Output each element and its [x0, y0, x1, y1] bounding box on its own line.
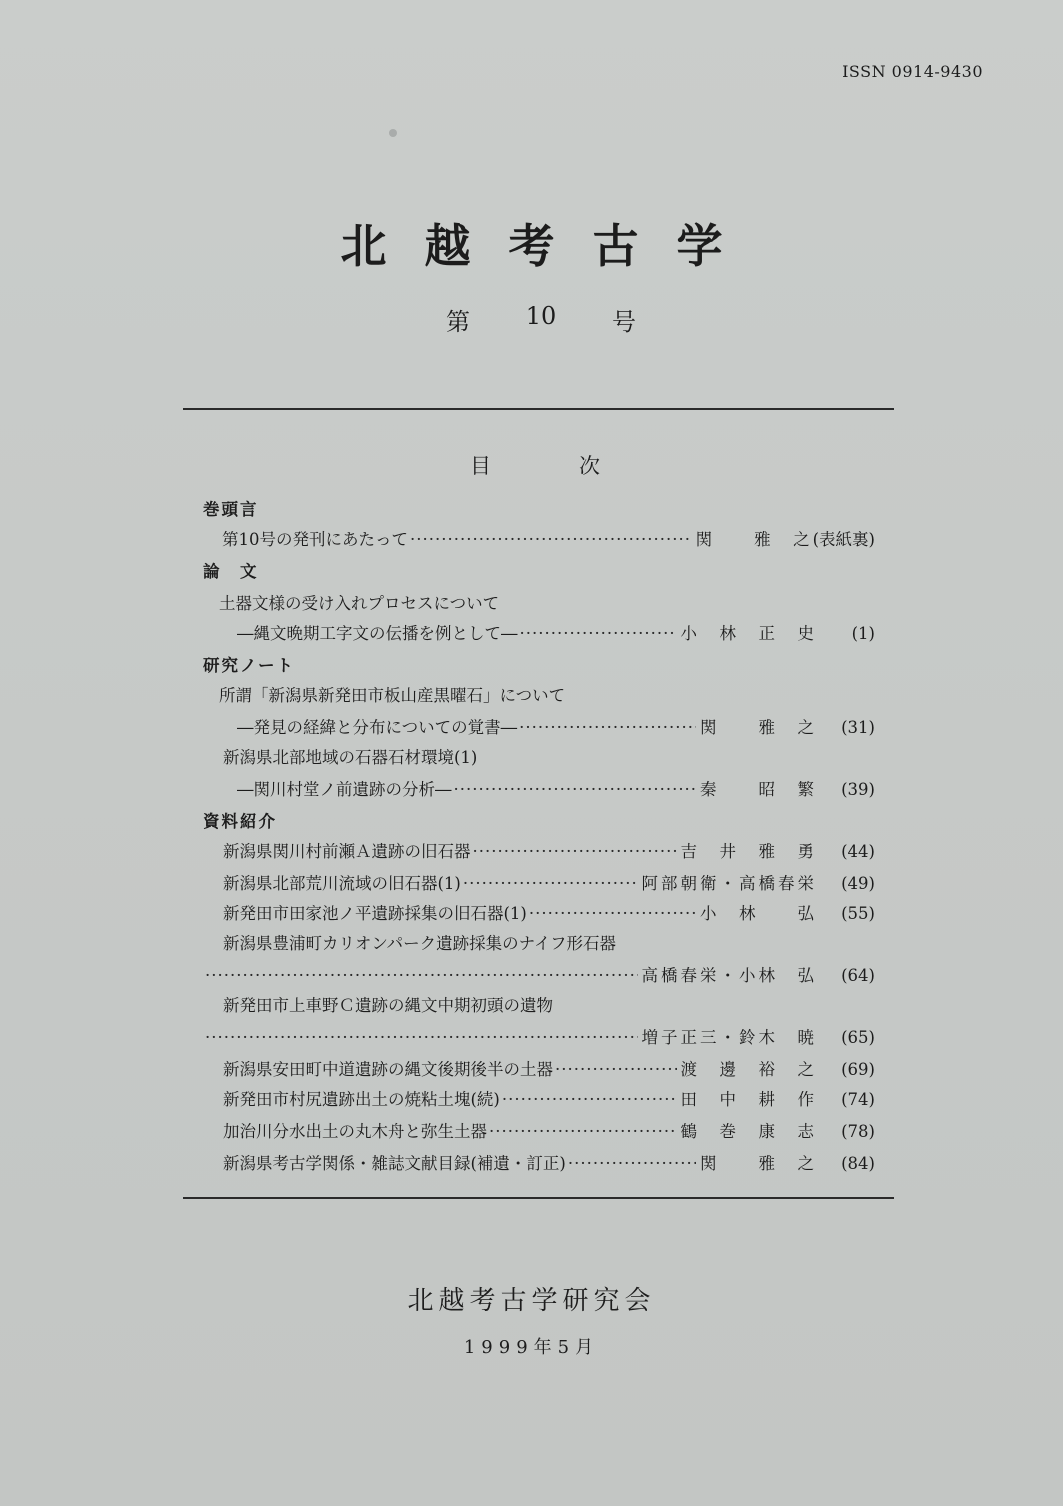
dot-leader	[568, 1154, 696, 1173]
entry-author: 小 林 弘	[700, 904, 817, 923]
entry-title: 新潟県豊浦町カリオンパーク遺跡採集のナイフ形石器	[223, 934, 617, 953]
toc-section-heading: 資料紹介	[203, 812, 277, 831]
entry-page: (49)	[841, 874, 875, 893]
entry-page: (74)	[841, 1090, 875, 1109]
toc-entry	[223, 744, 875, 770]
entry-title: 所謂「新潟県新発田市板山産黒曜石」について	[219, 686, 566, 705]
toc-entry	[223, 1056, 875, 1082]
dot-leader	[502, 1090, 677, 1109]
entry-page: (31)	[841, 718, 875, 737]
entry-page: (44)	[841, 842, 875, 861]
toc-heading	[470, 450, 600, 480]
toc-entry	[222, 526, 875, 552]
entry-title: 第10号の発刊にあたって	[222, 530, 408, 549]
entry-title: 新潟県北部荒川流域の旧石器(1)	[223, 874, 461, 893]
dot-leader	[205, 1028, 638, 1047]
publisher: 北越考古学研究会	[407, 1286, 656, 1316]
toc-section-heading: 研究ノート	[203, 656, 296, 675]
entry-title: 新潟県考古学関係・雑誌文献目録(補遺・訂正)	[223, 1154, 566, 1173]
toc-entry	[223, 870, 875, 896]
entry-title: 新潟県関川村前瀬Ａ遺跡の旧石器	[223, 842, 471, 861]
entry-title: 土器文様の受け入れプロセスについて	[219, 594, 500, 613]
entry-author: 関 雅 之	[700, 718, 817, 737]
entry-author: 関 雅 之	[695, 530, 813, 549]
toc-entry	[223, 1150, 875, 1176]
entry-author: 高橋春栄・小林 弘	[641, 966, 817, 985]
publication-date: 1999年5月	[463, 1337, 600, 1358]
toc-heading-first: 目	[470, 454, 491, 478]
dot-leader	[519, 718, 696, 737]
entry-author: 田 中 耕 作	[680, 1090, 817, 1109]
issue-suffix: 号	[611, 308, 636, 336]
dot-leader	[205, 966, 638, 985]
toc-heading-second: 次	[579, 454, 600, 478]
entry-page: (69)	[841, 1060, 875, 1079]
toc-entry	[237, 776, 875, 802]
entry-title: 新発田市上車野Ｃ遺跡の縄文中期初頭の遺物	[223, 996, 553, 1015]
entry-author: 渡 邊 裕 之	[680, 1060, 817, 1079]
entry-author: 増子正三・鈴木 暁	[641, 1028, 817, 1047]
entry-title: ―関川村堂ノ前遺跡の分析―	[237, 780, 452, 799]
entry-author: 関 雅 之	[700, 1154, 817, 1173]
entry-title: 新潟県北部地域の石器石材環境(1)	[223, 748, 478, 767]
bottom-divider	[183, 1197, 894, 1199]
toc-entry	[237, 620, 875, 646]
toc-entry	[223, 1086, 875, 1112]
toc-entry	[223, 992, 875, 1018]
entry-author: 秦 昭 繁	[700, 780, 817, 799]
toc-entry	[219, 682, 875, 708]
entry-title: 新発田市田家池ノ平遺跡採集の旧石器(1)	[223, 904, 527, 923]
paper-speck	[389, 129, 397, 137]
issue-prefix: 第	[446, 308, 470, 336]
dot-leader	[454, 780, 697, 799]
toc-section-heading: 巻頭言	[203, 500, 259, 519]
top-divider	[183, 408, 894, 410]
entry-page: (39)	[841, 780, 875, 799]
dot-leader	[520, 624, 677, 643]
entry-title: 加治川分水出土の丸木舟と弥生土器	[223, 1122, 487, 1141]
entry-page: (65)	[841, 1028, 875, 1047]
entry-title: 新潟県安田町中道遺跡の縄文後期後半の土器	[223, 1060, 553, 1079]
dot-leader	[555, 1060, 677, 1079]
entry-title: ―発見の経緯と分布についての覚書―	[237, 718, 518, 737]
dot-leader	[489, 1122, 677, 1141]
issue-number	[446, 302, 636, 337]
entry-author: 小 林 正 史	[680, 624, 817, 643]
dot-leader	[529, 904, 696, 923]
toc-entry	[203, 1024, 875, 1050]
toc-entry	[219, 590, 875, 616]
dot-leader	[473, 842, 677, 861]
dot-leader	[463, 874, 638, 893]
entry-page: (55)	[841, 904, 875, 923]
toc-entry	[203, 962, 875, 988]
toc-entry	[223, 930, 875, 956]
entry-title: 新発田市村尻遺跡出土の焼粘土塊(続)	[223, 1090, 500, 1109]
toc-section-heading: 論 文	[203, 562, 259, 581]
entry-author: 鶴 巻 康 志	[680, 1122, 817, 1141]
entry-author: 吉 井 雅 勇	[680, 842, 817, 861]
entry-author: 阿部朝衛・高橋春栄	[641, 874, 817, 893]
entry-page: (64)	[841, 966, 875, 985]
entry-page: (1)	[851, 624, 875, 643]
entry-title: ―縄文晩期工字文の伝播を例として―	[237, 624, 518, 643]
issue-value: 10	[525, 302, 557, 330]
toc-entry	[223, 900, 875, 926]
dot-leader	[410, 530, 692, 549]
toc-entry	[223, 838, 875, 864]
entry-page: (表紙裏)	[812, 530, 875, 549]
entry-page: (84)	[841, 1154, 875, 1173]
issn-number: ISSN 0914-9430	[842, 62, 983, 81]
toc-entry	[223, 1118, 875, 1144]
entry-page: (78)	[841, 1122, 875, 1141]
journal-title: 北越考古学	[340, 219, 761, 273]
toc-entry	[237, 714, 875, 740]
